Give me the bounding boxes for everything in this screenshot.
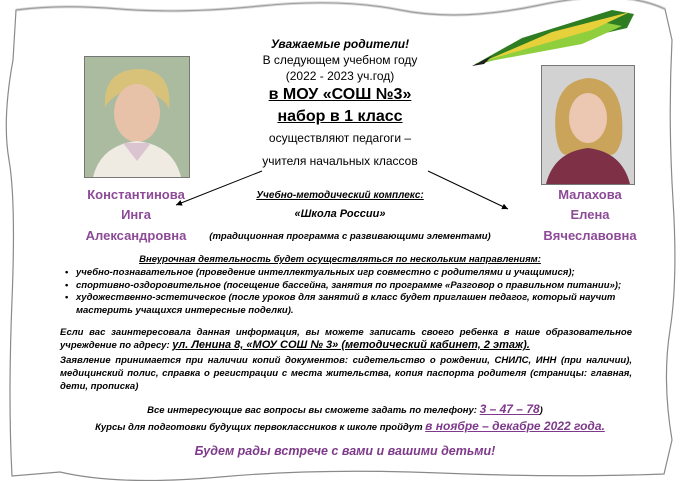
complex-name: «Школа России» (294, 208, 386, 220)
complex-label: Учебно-методический комплекс: (256, 190, 424, 201)
phone-line (90, 402, 600, 416)
signup-text: Если вас заинтересовала данная информация, вы можете записать своего ребенка в наше образовательное учреждение по адресу: (60, 327, 632, 351)
pen-icon (462, 4, 640, 74)
teacher-left-photo (84, 56, 190, 178)
list-item: • спортивно-оздоровительное (посещение бассейна, занятия по программе «Разговор о правильном питании»); (76, 280, 648, 293)
teacher-left-patronymic: Александровна (85, 228, 187, 243)
teacher-right-photo (541, 65, 635, 185)
teacher-right-name: Елена (570, 207, 610, 222)
teachers-role: учителя начальных классов (262, 154, 418, 168)
school-title: в МОУ «СОШ №3» (268, 86, 412, 103)
greeting: Уважаемые родители! (270, 37, 410, 51)
list-item: • художественно-эстетическое (после уроков для занятий в класс будет приглашен педагог, который научит мастерить учащихся интересные поделки). (76, 292, 648, 317)
phone-paren: ) (539, 405, 543, 416)
intro-line-2: (2022 - 2023 уч.год) (285, 69, 395, 83)
teachers-line: осуществляют педагоги – (268, 131, 412, 145)
teacher-left-surname: Константинова (87, 187, 185, 202)
closing-line: Будем рады встрече с вами и вашими детьми! (194, 444, 496, 458)
intro-line-1: В следующем учебном году (262, 53, 418, 67)
teacher-right-patronymic: Вячеславовна (543, 228, 637, 243)
documents-paragraph: Заявление принимается при наличии копий документов: сидетельство о рождении, СНИЛС, ИНН (при наличии), медицинский полис, справка о регистрации с места жительства, копия паспорта родителя (страницы: главная, дети, прописка) (60, 355, 632, 392)
courses-line (70, 419, 630, 433)
phone-text: Все интересующие вас вопросы вы сможете задать по телефону: (147, 405, 477, 416)
courses-dates: в ноябре – декабре 2022 года. (425, 419, 605, 433)
extracurricular-list (62, 267, 648, 317)
list-item: • учебно-познавательное (проведение интеллектуальных игр совместно с родителями и учащимися); (76, 267, 648, 280)
teacher-right-surname: Малахова (558, 187, 622, 202)
enrollment-title: набор в 1 класс (277, 108, 403, 125)
phone-number: 3 – 47 – 78 (479, 402, 540, 416)
signup-address: ул. Ленина 8, «МОУ СОШ № 3» (методический кабинет, 2 этаж). (172, 339, 530, 351)
signup-paragraph (60, 326, 632, 352)
extracurricular-heading: Внеурочная деятельность будет осуществляться по нескольким направлениям: (139, 254, 541, 265)
teacher-left-name: Инга (121, 207, 151, 222)
courses-text: Курсы для подготовки будущих первоклассников к школе пройдут (95, 422, 423, 433)
complex-description: (традиционная программа с развивающими элементами) (209, 231, 491, 242)
